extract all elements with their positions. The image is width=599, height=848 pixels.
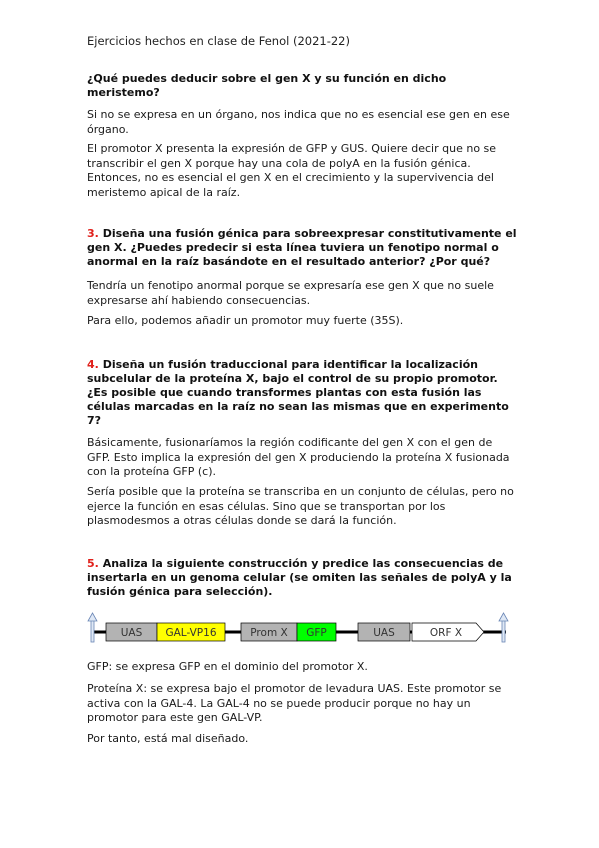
gfp-label: GFP (306, 627, 327, 639)
answer-4-1-text: Básicamente, fusionaríamos la región codificante del gen X con el gen de GFP. Esto implica la expresión del gen X produciendo la proteína X fusionada con la proteína GFP (c). (87, 436, 510, 478)
left-border-arrow (88, 613, 97, 642)
question-5-text: Analiza la siguiente construcción y predice las consecuencias de insertarla en un genoma celular (se omiten las señales de polyA y la fusión génica para selección). (87, 557, 512, 598)
orf-x-label: ORF X (429, 627, 463, 639)
answer-5-2 (87, 682, 517, 726)
question-4 (87, 358, 517, 428)
question-3 (87, 227, 517, 269)
page-header: Ejercicios hechos en clase de Fenol (2021-22) (87, 34, 350, 48)
answer-3-2-text: Para ello, podemos añadir un promotor muy fuerte (35S). (87, 314, 404, 327)
question-3-text: Diseña una fusión génica para sobreexpresar constitutivamente el gen X. ¿Puedes predecir si esta línea tuviera un fenotipo normal o anormal en la raíz basándote en el resultado anterior? ¿Por qué? (87, 227, 517, 268)
answer-5-2-text: Proteína X: se expresa bajo el promotor de levadura UAS. Este promotor se activa con la GAL-4. La GAL-4 no se puede producir porque no hay un promotor para este gen GAL-VP. (87, 682, 502, 724)
answer-prev-2-text: El promotor X presenta la expresión de GFP y GUS. Quiere decir que no se transcribir el gen X porque hay una cola de polyA en la fusión génica. Entonces, no es esencial el gen X en el crecimiento y la supervivencia del meristemo apical de la raíz. (87, 142, 497, 199)
prom-x-label: Prom X (250, 627, 288, 639)
answer-5-1 (87, 660, 517, 675)
answer-3-1-text: Tendría un fenotipo anormal porque se expresaría ese gen X que no suele expresarse ahí habiendo consecuencias. (87, 279, 494, 307)
answer-4-2 (87, 485, 517, 529)
gal-vp16-label: GAL-VP16 (165, 627, 217, 639)
question-3-number: 3. (87, 227, 99, 240)
answer-3-1 (87, 279, 517, 308)
question-4-text: Diseña un fusión traduccional para identificar la localización subcelular de la proteína X, bajo el control de su propio promotor. ¿Es posible que cuando transformes plantas con esta fusión las células marcadas en la raíz no sean las mismas que en experimento 7? (87, 358, 509, 427)
question-5 (87, 557, 517, 599)
uas-label-1: UAS (120, 627, 143, 639)
answer-prev-1 (87, 108, 517, 137)
answer-5-3-text: Por tanto, está mal diseñado. (87, 732, 249, 745)
answer-5-1-text: GFP: se expresa GFP en el dominio del promotor X. (87, 660, 368, 673)
answer-5-3 (87, 732, 517, 747)
answer-prev-1-text: Si no se expresa en un órgano, nos indica que no es esencial ese gen en ese órgano. (87, 108, 510, 136)
question-5-number: 5. (87, 557, 99, 570)
construct-svg (86, 612, 516, 648)
answer-3-2 (87, 314, 517, 329)
question-prev (87, 72, 517, 100)
question-4-number: 4. (87, 358, 99, 371)
uas-label-2: UAS (373, 627, 395, 639)
right-border-arrow (499, 613, 508, 642)
gene-construct-diagram (86, 612, 516, 648)
answer-4-1 (87, 436, 517, 480)
answer-4-2-text: Sería posible que la proteína se transcriba en un conjunto de células, pero no ejerce la función en esas células. Sino que se transportan por los plasmodesmos a otras células donde se dará la función. (87, 485, 514, 527)
answer-prev-2 (87, 142, 517, 200)
question-prev-text: ¿Qué puedes deducir sobre el gen X y su función en dicho meristemo? (87, 72, 447, 99)
